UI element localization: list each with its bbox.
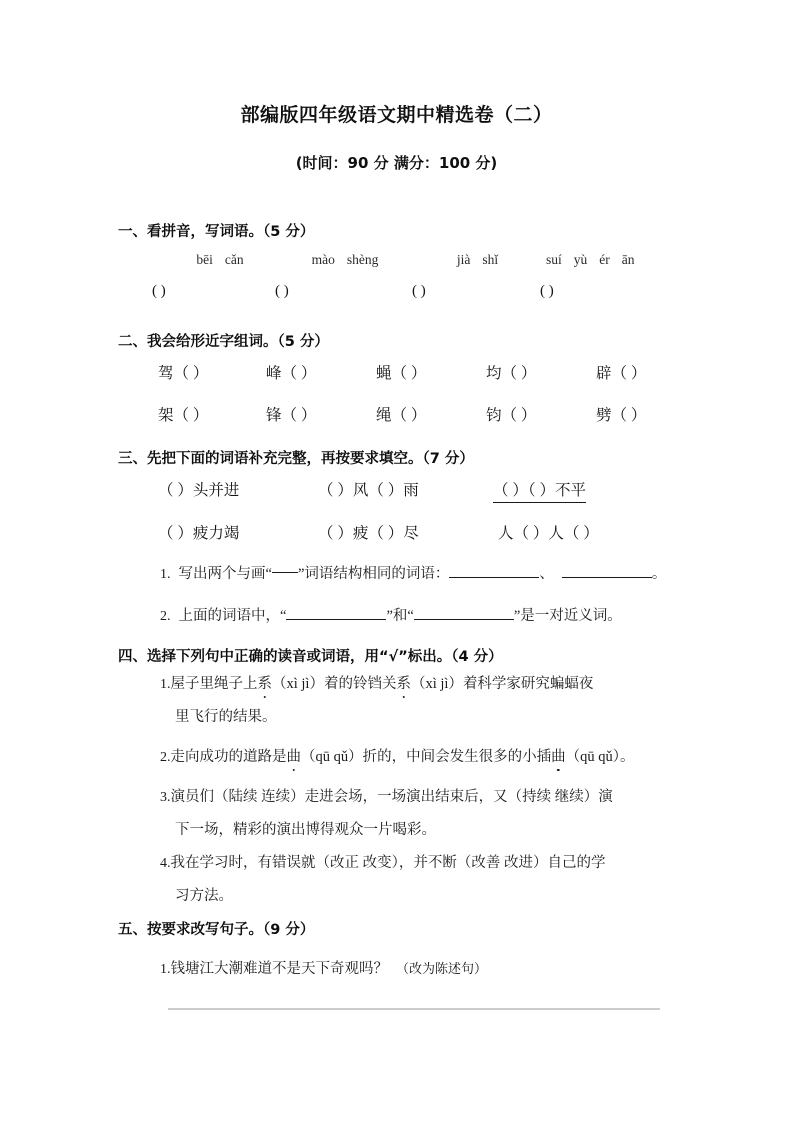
item-number: 2. — [160, 750, 171, 765]
homophone-cell[interactable]: 钧（ ） — [486, 407, 537, 424]
item-text-c: 着科学家研究蝙蝠夜 — [462, 676, 594, 692]
item-text-b: 折的，中间会发生很多的小插 — [362, 749, 552, 765]
subquestion-suffix: ”是一对近义词。 — [513, 608, 622, 624]
section-heading-4: 四、选择下列句中正确的读音或词语，用“√”标出。（4 分） — [118, 649, 503, 665]
pinyin-syllable: shèng — [346, 252, 379, 267]
section4-item-1-line-2: 里飞行的结果。 — [175, 709, 277, 725]
subquestion-prefix: 上面的词语中，“ — [178, 608, 287, 624]
section4-item-3-line-1 — [160, 785, 613, 806]
idiom-blank-4[interactable]: （ ）疲力竭 — [158, 525, 240, 542]
homophone-cell[interactable]: 驾（ ） — [158, 365, 209, 382]
item-number: 4. — [160, 856, 171, 871]
idiom-row-2 — [158, 521, 698, 543]
homophone-row-2 — [158, 403, 698, 425]
homophone-cell[interactable]: 均（ ） — [486, 365, 537, 382]
subquestion-middle: ”词语结构相同的词语： — [297, 566, 450, 582]
subquestion-separator: 、 — [539, 566, 554, 582]
section4-item-4-line-1 — [160, 851, 606, 872]
item-text-a: 屋子里绳子上 — [170, 676, 258, 692]
item-text[interactable]: 我在学习时，有错误就（改正 改变），并不断（改善 改进）自己的学 — [170, 855, 606, 871]
pinyin-syllable: ān — [621, 252, 635, 267]
subquestion-middle: ”和“ — [386, 608, 414, 624]
answer-bracket-2[interactable]: ( ) — [275, 283, 289, 299]
item-choice-1[interactable]: （qū qǔ） — [301, 749, 363, 765]
pinyin-group-1 — [165, 252, 275, 268]
section-heading-3: 三、先把下面的词语补充完整，再按要求填空。（7 分） — [118, 451, 474, 467]
dotted-emphasis-char: 曲 — [551, 745, 566, 766]
pinyin-syllable: mào — [311, 252, 335, 267]
page-title: 部编版四年级语文期中精选卷（二） — [240, 104, 553, 126]
answer-blank-s3q2-a[interactable] — [286, 619, 386, 620]
subquestion-suffix: 。 — [651, 566, 667, 582]
answer-blank-s3q2-b[interactable] — [414, 619, 514, 620]
homophone-cell[interactable]: 架（ ） — [158, 407, 209, 424]
section-heading-2: 二、我会给形近字组词。（5 分） — [118, 334, 329, 350]
homophone-cell[interactable]: 辟（ ） — [596, 365, 647, 382]
item-choice-2[interactable]: （xì jì） — [410, 676, 463, 692]
dotted-emphasis-char: 系 — [396, 672, 411, 693]
pinyin-row — [165, 252, 685, 268]
answer-blank-s3q1-a[interactable] — [449, 577, 539, 578]
idiom-blank-2[interactable]: （ ）风（ ）雨 — [318, 482, 419, 499]
idiom-blank-6[interactable]: 人（ ）人（ ） — [498, 525, 599, 542]
homophone-cell[interactable]: 峰（ ） — [266, 365, 317, 382]
idiom-row-1 — [158, 478, 698, 503]
item-choice-2[interactable]: （qū qǔ） — [565, 749, 620, 765]
homophone-cell[interactable]: 锋（ ） — [266, 407, 317, 424]
section-heading-1: 一、看拼音，写词语。（5 分） — [118, 224, 315, 240]
pinyin-syllable: cǎn — [224, 252, 244, 267]
section4-item-1-line-1 — [160, 672, 593, 693]
wavy-line-mark-icon — [272, 572, 298, 573]
pinyin-syllable: suí — [546, 252, 562, 267]
dotted-emphasis-char: 系 — [258, 672, 273, 693]
answer-bracket-4[interactable]: ( ) — [540, 283, 554, 299]
homophone-cell[interactable]: 绳（ ） — [376, 407, 427, 424]
section3-subquestion-1 — [160, 562, 666, 583]
section-heading-5: 五、按要求改写句子。（9 分） — [118, 922, 315, 938]
pinyin-syllable: bēi — [196, 252, 213, 267]
answer-writing-line[interactable] — [168, 1008, 660, 1010]
homophone-cell[interactable]: 蝇（ ） — [376, 365, 427, 382]
pinyin-group-4 — [540, 252, 641, 268]
dotted-emphasis-char: 曲 — [287, 745, 302, 766]
item-instruction: （改为陈述句） — [396, 961, 488, 976]
answer-blank-s3q1-b[interactable] — [562, 577, 652, 578]
pinyin-syllable: yù — [573, 252, 588, 267]
answer-bracket-1[interactable]: ( ) — [152, 283, 166, 299]
answer-bracket-3[interactable]: ( ) — [412, 283, 426, 299]
pinyin-syllable: ér — [599, 252, 610, 267]
subquestion-prefix: 写出两个与画“ — [178, 566, 272, 582]
pinyin-group-2 — [275, 252, 415, 268]
pinyin-syllable: shǐ — [482, 252, 499, 267]
pinyin-answer-brackets-row — [152, 283, 692, 300]
exam-subtitle: (时间：90 分 满分：100 分) — [295, 154, 498, 172]
section4-item-4-line-2: 习方法。 — [175, 888, 233, 904]
subquestion-number: 1. — [160, 567, 171, 582]
item-text[interactable]: 演员们（陆续 连续）走进会场，一场演出结束后，又（持续 继续）演 — [170, 789, 613, 805]
item-choice-1[interactable]: （xì jì） — [272, 676, 324, 692]
item-number: 1. — [160, 962, 171, 977]
homophone-cell[interactable]: 劈（ ） — [596, 407, 647, 424]
item-text-b: 着的铃铛关 — [323, 676, 397, 692]
subquestion-number: 2. — [160, 609, 171, 624]
item-text-c: 。 — [620, 749, 635, 765]
homophone-row-1 — [158, 361, 698, 383]
section4-item-2-line-1 — [160, 745, 635, 766]
item-number: 1. — [160, 677, 171, 692]
section3-subquestion-2 — [160, 604, 622, 625]
item-sentence: 钱塘江大潮难道不是天下奇观吗？ — [170, 961, 388, 977]
pinyin-syllable: jià — [456, 252, 471, 267]
section5-item-1 — [160, 957, 487, 978]
idiom-blank-1[interactable]: （ ）头并进 — [158, 482, 240, 499]
section4-item-3-line-2: 下一场，精彩的演出博得观众一片喝彩。 — [175, 822, 436, 838]
item-number: 3. — [160, 790, 171, 805]
pinyin-group-3 — [415, 252, 540, 268]
idiom-blank-3-underlined[interactable]: （ ）（ ）不平 — [493, 478, 586, 503]
idiom-blank-5[interactable]: （ ）疲（ ）尽 — [318, 525, 419, 542]
item-text-a: 走向成功的道路是 — [170, 749, 287, 765]
